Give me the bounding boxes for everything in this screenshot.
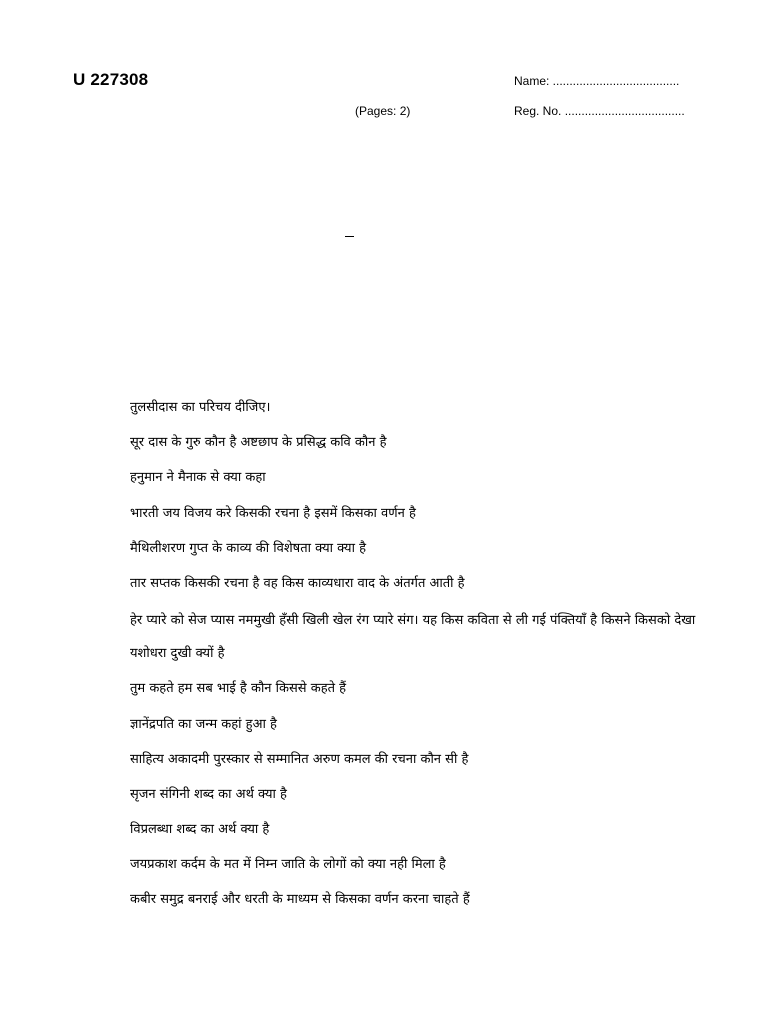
question-item: ज्ञानेंद्रपति का जन्म कहां हुआ है	[130, 716, 277, 732]
question-item: तार सप्तक किसकी रचना है वह किस काव्यधारा वाद के अंतर्गत आती है	[130, 575, 465, 591]
question-list	[130, 398, 700, 926]
question-item: भारती जय विजय करे किसकी रचना है इसमें किसका वर्णन है	[130, 505, 416, 521]
question-item: विप्रलब्धा शब्द का अर्थ क्या है	[130, 822, 270, 838]
question-item: सृजन संगिनी शब्द का अर्थ क्या है	[130, 786, 287, 802]
question-item: यशोधरा दुखी क्यों है	[130, 646, 225, 662]
question-item: साहित्य अकादमी पुरस्कार से सम्मानित अरुण कमल की रचना कौन सी है	[130, 751, 469, 767]
separator-dash	[345, 236, 354, 237]
name-field-line: Name: ......................................	[514, 74, 680, 88]
question-item: तुलसीदास का परिचय दीजिए।	[130, 400, 271, 415]
question-paper-code: U 227308	[73, 70, 149, 89]
question-item: मैथिलीशरण गुप्त के काव्य की विशेषता क्या क्या है	[130, 540, 367, 556]
question-item: कबीर समुद्र बनराई और धरती के माध्यम से किसका वर्णन करना चाहते हैं	[130, 892, 470, 908]
question-item: हनुमान ने मैनाक से क्या कहा	[130, 470, 266, 486]
question-item: हेर प्यारे को सेज प्यास नममुखी हँसी खिली खेल रंग प्यारे संग। यह किस कविता से ली गई पंक्तियाँ है किसने किसको देखा	[130, 613, 696, 629]
question-item: जयप्रकाश कर्दम के मत में निम्न जाति के लोगों को क्या नही मिला है	[130, 857, 446, 873]
page-count: (Pages: 2)	[355, 104, 411, 118]
question-item: सूर दास के गुरु कौन है अष्टछाप के प्रसिद्ध कवि कौन है	[130, 435, 387, 451]
reg-no-field-line: Reg. No. ....................................	[514, 104, 685, 118]
question-item: तुम कहते हम सब भाई है कौन किससे कहते हैं	[130, 681, 347, 697]
